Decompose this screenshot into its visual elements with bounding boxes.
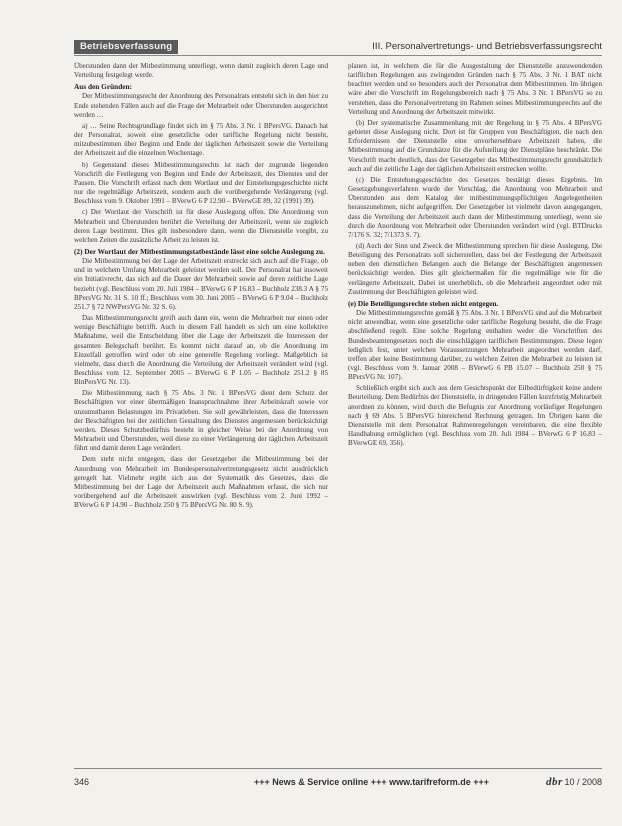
section-title: III. Personalvertretungs- und Betriebsverfassungsrecht <box>372 41 602 52</box>
paragraph: Die Mitbestimmung bei der Lage der Arbeitszeit erstreckt sich auch auf die Frage, ob und in welchem Umfang Mehrarbeit geleistet werden soll. Der Personalrat hat insoweit ein Initiativrecht, das sich auf die Dauer der Mehrarbeit sowie auf deren zeitliche Lage bezieht (vgl. Beschluss vom 20. Juli 1984 – BVerwG 6 P 16.83 – Buchholz 238.3 A § 75 BPersVG Nr. 31 S. 10 ff.; Beschluss vom 30. Juni 2005 – BVerwG 6 P 9.04 – Buchholz 251.7 § 72 NWPersVG Nr. 32 S. 6). <box>74 257 328 311</box>
paragraph: Schließlich ergibt sich auch aus dem Gesichtspunkt der Eilbedürftigkeit keine andere Beurteilung. Dem Bedürfnis der Dienststelle, in dringenden Fällen kurzfristig Mehrarbeit anordnen zu können, wird durch die Befugnis zur Anordnung vorläufiger Regelungen nach § 69 Abs. 5 BPersVG hinreichend Rechnung getragen. Im Übrigen kann die Dienststelle mit dem Personalrat Rahmenregelungen vereinbaren, die eine flexible Handhabung ermöglichen (vgl. Beschluss vom 20. Juli 1984 – BVerwG 6 P 16.83 – BVerwGE 69, 356). <box>348 384 602 448</box>
footer-divider <box>74 768 602 769</box>
header-divider <box>74 55 602 56</box>
paragraph-heading: Aus den Gründen: <box>74 82 132 92</box>
paragraph-heading: (e) Die Beteiligungsrechte stehen nicht entgegen. <box>348 298 499 308</box>
paragraph: Die Mitbestimmungsrechte gemäß § 75 Abs. 3 Nr. 1 BPersVG sind auf die Mehrarbeit nicht anwendbar, wenn eine gesetzliche oder tarifliche Regelung besteht, die die Frage abschließend regelt. Eine solche Regelung enthalten weder die Vorschriften des Bundesbeamtengesetzes noch die einschlägigen tariflichen Bestimmungen. Diese legen lediglich fest, unter welchen Voraussetzungen Mehrarbeit angeordnet werden darf, treffen aber keine Bestimmung darüber, zu welchen Zeiten die Mehrarbeit zu leisten ist (vgl. Beschluss vom 9. Januar 2008 – BVerwG 6 PB 15.07 – Buchholz 250 § 75 BPersVG Nr. 107). <box>348 309 602 382</box>
running-header <box>74 40 602 54</box>
journal-logo: dbr <box>546 776 563 788</box>
right-column <box>348 62 602 767</box>
page-footer <box>74 776 602 788</box>
paragraph: (c) Die Entstehungsgeschichte des Gesetzes bestätigt dieses Ergebnis. Im Gesetzgebungsverfahren wurde der Vorschlag, die Anordnung von Mehrarbeit und Überstunden aus dem Katalog der mitbestimmungspflichtigen Angelegenheiten herauszunehmen, nicht aufgegriffen. Der Gesetzgeber ist vielmehr davon ausgegangen, dass die Verteilung der Arbeitszeit auch dann der Mitbestimmung unterliegt, wenn sie durch die Anordnung von Mehrarbeit oder Überstunden verändert wird (vgl. BTDrucks 7/176 S. 32; 7/1373 S. 7). <box>348 175 602 239</box>
article-body <box>74 62 602 767</box>
page-number: 346 <box>74 777 90 787</box>
paragraph: a) … Seine Rechtsgrundlage findet sich im § 75 Abs. 3 Nr. 1 BPersVG. Danach hat der Personalrat, soweit eine gesetzliche oder tarifliche Regelung nicht besteht, mitzubestimmen über Beginn und Ende der täglichen Arbeitszeit sowie die Verteilung der Arbeitszeit auf die einzelnen Wochentage. <box>74 121 328 158</box>
paragraph: Überstunden dann der Mitbestimmung unterliegt, wenn damit zugleich deren Lage und Verteilung festgelegt werde. <box>74 62 328 80</box>
paragraph: Der Mitbestimmungsrecht der Anordnung des Personalrats entsteht sich in den hier zu Ende stehenden Fällen auch auf die Frage der Mehrarbeit oder Überstunden ausgerichtet werden … <box>74 92 328 119</box>
paragraph: Die Mitbestimmung nach § 75 Abs. 3 Nr. 1 BPersVG dient dem Schutz der Beschäftigten vor einer übermäßigen Inanspruchnahme ihrer Arbeitskraft sowie vor unzumutbaren Belastungen im Privatleben. Sie soll gewährleisten, dass die Interessen der Beschäftigten bei der zeitlichen Gestaltung des Dienstes angemessen berücksichtigt werden. Dieses Schutzbedürfnis besteht in gleicher Weise bei der Anordnung von Mehrarbeit und Überstunden, weil diese zu einer Verlängerung der täglichen Arbeitszeit führt und damit deren Lage verändert. <box>74 389 328 453</box>
left-column <box>74 62 328 767</box>
paragraph: (b) Der systematische Zusammenhang mit der Regelung in § 75 Abs. 4 BPersVG gebietet diese Auslegung nicht. Dort ist für Gruppen von Beschäftigten, die nach den Erfordernissen der Dienststelle eine unvorhersehbare Arbeitszeit haben, die Mitbestimmung auf die Grundsätze für die Aufstellung der Dienstpläne beschränkt. Die Vorschrift macht deutlich, dass der Gesetzgeber das Mitbestimmungsrecht grundsätzlich auch auf die zeitliche Lage der täglichen Arbeitszeit erstrecken wollte. <box>348 118 602 173</box>
paragraph: Das Mitbestimmungsrecht greift auch dann ein, wenn die Mehrarbeit nur einen oder wenige Beschäftigte betrifft. Auch in diesem Fall handelt es sich um eine kollektive Maßnahme, weil die Entscheidung über die Lage der Arbeitszeit die Interessen der gesamten Belegschaft berührt. Es kommt nicht darauf an, ob die Anordnung im Einzelfall getroffen wird oder ob eine generelle Regelung vorliegt. Maßgeblich ist vielmehr, dass durch die Anordnung die Verteilung der Arbeitszeit verändert wird (vgl. Beschluss vom 12. September 2005 – BVerwG 6 P 1.05 – Buchholz 251.2 § 85 BlnPersVG Nr. 13). <box>74 314 328 387</box>
section-badge: Betriebsverfassung <box>74 40 178 54</box>
paragraph: b) Gegenstand dieses Mitbestimmungsrechts ist nach der zugrunde liegenden Vorschrift die Festlegung von Beginn und Ende der Arbeitszeit, des Dienstes und der Pausen. Die Vorschrift erfasst nach dem Wortlaut und der Entstehungsgeschichte nicht nur die regelmäßige Arbeitszeit, sondern auch die vorübergehende Verlängerung (vgl. Beschluss vom 9. Oktober 1991 – BVerwG 6 P 12.90 – BVerwGE 89, 32 (1991) 39). <box>74 160 328 206</box>
issue-number: 10 / 2008 <box>564 777 602 787</box>
paragraph: Dem steht nicht entgegen, dass der Gesetzgeber die Mitbestimmung bei der Anordnung von Mehrarbeit im Bundespersonalvertretungsgesetz nicht ausdrücklich geregelt hat. Vielmehr ergibt sich aus der Systematik des Gesetzes, dass die Mitbestimmung bei der Lage der Arbeitszeit auch Maßnahmen erfasst, die sich nur vorübergehend auf die Arbeitszeit auswirken (vgl. Beschluss vom 2. Juni 1992 – BVerwG 6 P 14.90 – Buchholz 250 § 75 BPersVG Nr. 80 S. 9). <box>74 455 328 510</box>
paragraph: planen ist, in welchem die für die Ausgestaltung der Dienststelle anzuwendenden tariflichen Regelungen aus zwingenden Gründen nach § 75 Abs. 3 Nr. 1 BAT nicht beachtet werden und so besonders auch der Personalrat dem Mitbestimmen. Im übrigen wäre aber die Vorschrift im Regelungsbereich nach § 75 Abs. 3 Nr. 1 BPersVG so zu verstehen, dass die Personalvertretung im Rahmen seines Mitbestimmungsrechts auf die Verteilung und Anordnung der Arbeitszeit mitwirkt. <box>348 62 602 116</box>
paragraph-heading: (2) Der Wortlaut der Mitbestimmungstatbestände lässt eine solche Auslegung zu. <box>74 246 325 256</box>
paragraph: c) Der Wortlaut der Vorschrift ist für diese Auslegung offen. Die Anordnung von Mehrarbeit und Überstunden berührt die Verteilung der Arbeitszeit, wenn sie zugleich deren Lage bestimmt. Dies gilt insbesondere dann, wenn die Dienststelle vorgibt, zu welchen Zeiten die zusätzliche Arbeit zu leisten ist. <box>74 208 328 244</box>
website-link[interactable]: +++ News & Service online +++ www.tarifreform.de +++ <box>254 777 490 787</box>
paragraph: (d) Auch der Sinn und Zweck der Mitbestimmung sprechen für diese Auslegung. Die Beteiligung des Personalrats soll sicherstellen, dass bei der Festlegung der Arbeitszeit neben den dienstlichen Belangen auch die Belange der Beschäftigten angemessen berücksichtigt werden. Dies gilt gleichermaßen für die regelmäßige wie für die verlängerte Arbeitszeit. Dabei ist unerheblich, ob die Mehrarbeit angeordnet oder mit Zustimmung der Beschäftigten geleistet wird. <box>348 241 602 296</box>
